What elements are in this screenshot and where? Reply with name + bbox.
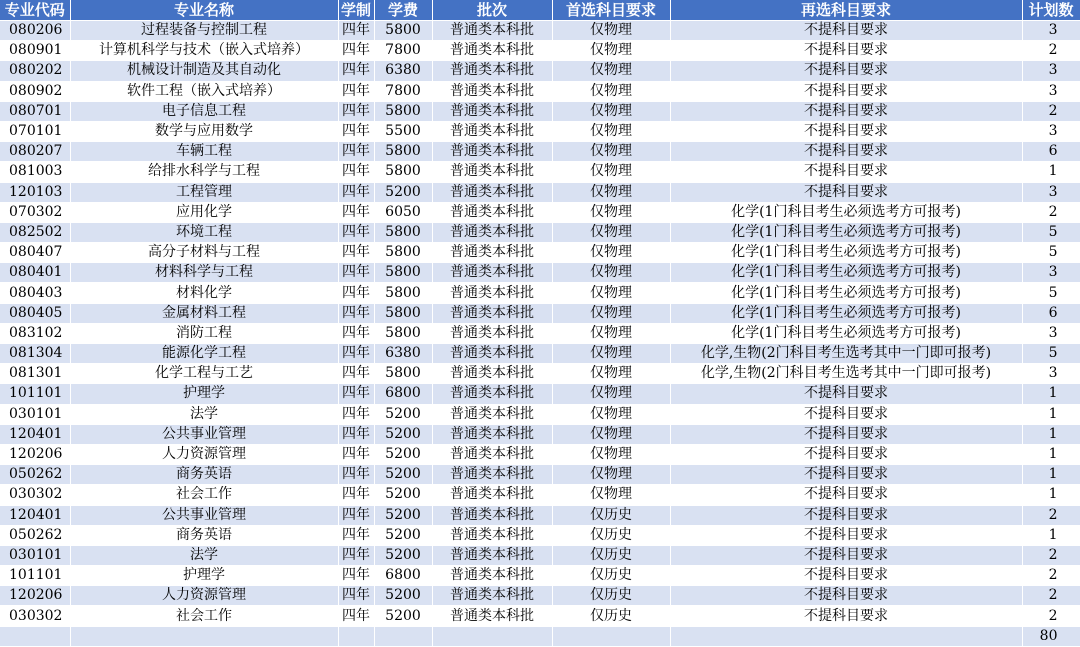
major-name-cell[interactable]: 化学工程与工艺 xyxy=(70,364,338,384)
table-row xyxy=(0,41,1080,61)
major-name-cell[interactable]: 消防工程 xyxy=(70,323,338,343)
first-subject-cell[interactable]: 仅物理 xyxy=(552,202,670,222)
tuition-cell[interactable]: 5500 xyxy=(374,121,432,141)
batch-cell[interactable]: 普通类本科批 xyxy=(432,81,552,101)
batch-cell[interactable]: 普通类本科批 xyxy=(432,263,552,283)
second-subject-cell[interactable]: 不提科目要求 xyxy=(670,81,1022,101)
table-row xyxy=(0,505,1080,525)
duration-cell[interactable]: 四年 xyxy=(338,525,374,545)
tuition-cell[interactable]: 5200 xyxy=(374,586,432,606)
duration-cell[interactable]: 四年 xyxy=(338,364,374,384)
duration-cell[interactable]: 四年 xyxy=(338,182,374,202)
second-subject-cell[interactable]: 不提科目要求 xyxy=(670,61,1022,81)
major-name-cell[interactable]: 高分子材料与工程 xyxy=(70,243,338,263)
first-subject-cell[interactable]: 仅物理 xyxy=(552,182,670,202)
second-subject-cell[interactable]: 不提科目要求 xyxy=(670,586,1022,606)
duration-cell[interactable]: 四年 xyxy=(338,323,374,343)
batch-cell[interactable]: 普通类本科批 xyxy=(432,404,552,424)
major-name-cell[interactable]: 商务英语 xyxy=(70,525,338,545)
second-subject-cell[interactable]: 化学(1门科目考生必须选考方可报考) xyxy=(670,243,1022,263)
header-batch[interactable]: 批次 xyxy=(432,0,552,21)
table-row xyxy=(0,142,1080,162)
major-name-cell[interactable]: 电子信息工程 xyxy=(70,101,338,121)
table-row xyxy=(0,202,1080,222)
batch-cell[interactable]: 普通类本科批 xyxy=(432,323,552,343)
tuition-cell[interactable]: 5800 xyxy=(374,323,432,343)
batch-cell[interactable]: 普通类本科批 xyxy=(432,545,552,565)
table-row xyxy=(0,243,1080,263)
code-cell[interactable]: 120401 xyxy=(0,505,70,525)
code-cell[interactable]: 120206 xyxy=(0,444,70,464)
code-cell[interactable]: 120401 xyxy=(0,424,70,444)
batch-cell[interactable]: 普通类本科批 xyxy=(432,364,552,384)
batch-cell[interactable]: 普通类本科批 xyxy=(432,61,552,81)
major-name-cell[interactable]: 环境工程 xyxy=(70,222,338,242)
table-row xyxy=(0,222,1080,242)
major-name-cell[interactable]: 商务英语 xyxy=(70,465,338,485)
plan-count-cell[interactable]: 1 xyxy=(1022,424,1080,444)
plan-count-cell[interactable]: 1 xyxy=(1022,162,1080,182)
tuition-cell[interactable]: 5200 xyxy=(374,444,432,464)
first-subject-cell[interactable]: 仅物理 xyxy=(552,364,670,384)
code-cell[interactable]: 080405 xyxy=(0,303,70,323)
batch-cell[interactable]: 普通类本科批 xyxy=(432,505,552,525)
first-subject-cell[interactable]: 仅历史 xyxy=(552,505,670,525)
empty-cell[interactable] xyxy=(374,626,432,646)
table-row xyxy=(0,364,1080,384)
batch-cell[interactable]: 普通类本科批 xyxy=(432,586,552,606)
batch-cell[interactable]: 普通类本科批 xyxy=(432,344,552,364)
first-subject-cell[interactable]: 仅物理 xyxy=(552,142,670,162)
second-subject-cell[interactable]: 不提科目要求 xyxy=(670,404,1022,424)
tuition-cell[interactable]: 7800 xyxy=(374,41,432,61)
second-subject-cell[interactable]: 不提科目要求 xyxy=(670,566,1022,586)
tuition-cell[interactable]: 5200 xyxy=(374,525,432,545)
plan-count-cell[interactable]: 3 xyxy=(1022,364,1080,384)
table-row xyxy=(0,303,1080,323)
second-subject-cell[interactable]: 不提科目要求 xyxy=(670,21,1022,41)
duration-cell[interactable]: 四年 xyxy=(338,444,374,464)
tuition-cell[interactable]: 5200 xyxy=(374,424,432,444)
duration-cell[interactable]: 四年 xyxy=(338,162,374,182)
first-subject-cell[interactable]: 仅物理 xyxy=(552,61,670,81)
code-cell[interactable]: 081003 xyxy=(0,162,70,182)
table-row xyxy=(0,444,1080,464)
first-subject-cell[interactable]: 仅物理 xyxy=(552,21,670,41)
second-subject-cell[interactable]: 不提科目要求 xyxy=(670,465,1022,485)
header-duration[interactable]: 学制 xyxy=(338,0,374,21)
first-subject-cell[interactable]: 仅物理 xyxy=(552,465,670,485)
second-subject-cell[interactable]: 化学(1门科目考生必须选考方可报考) xyxy=(670,222,1022,242)
code-cell[interactable]: 080207 xyxy=(0,142,70,162)
tuition-cell[interactable]: 5800 xyxy=(374,222,432,242)
header-second-subject[interactable]: 再选科目要求 xyxy=(670,0,1022,21)
duration-cell[interactable]: 四年 xyxy=(338,81,374,101)
major-name-cell[interactable]: 给排水科学与工程 xyxy=(70,162,338,182)
code-cell[interactable]: 050262 xyxy=(0,465,70,485)
batch-cell[interactable]: 普通类本科批 xyxy=(432,202,552,222)
second-subject-cell[interactable]: 不提科目要求 xyxy=(670,606,1022,626)
first-subject-cell[interactable]: 仅历史 xyxy=(552,545,670,565)
batch-cell[interactable]: 普通类本科批 xyxy=(432,606,552,626)
second-subject-cell[interactable]: 不提科目要求 xyxy=(670,182,1022,202)
tuition-cell[interactable]: 5200 xyxy=(374,606,432,626)
second-subject-cell[interactable]: 化学,生物(2门科目考生选考其中一门即可报考) xyxy=(670,344,1022,364)
batch-cell[interactable]: 普通类本科批 xyxy=(432,101,552,121)
code-cell[interactable]: 101101 xyxy=(0,384,70,404)
major-name-cell[interactable]: 材料化学 xyxy=(70,283,338,303)
code-cell[interactable]: 080206 xyxy=(0,21,70,41)
major-name-cell[interactable]: 过程装备与控制工程 xyxy=(70,21,338,41)
total-row xyxy=(0,626,1080,646)
header-first-subject[interactable]: 首选科目要求 xyxy=(552,0,670,21)
batch-cell[interactable]: 普通类本科批 xyxy=(432,424,552,444)
major-name-cell[interactable]: 公共事业管理 xyxy=(70,505,338,525)
second-subject-cell[interactable]: 不提科目要求 xyxy=(670,505,1022,525)
table-row xyxy=(0,566,1080,586)
plan-count-cell[interactable]: 3 xyxy=(1022,121,1080,141)
plan-count-cell[interactable]: 1 xyxy=(1022,485,1080,505)
batch-cell[interactable]: 普通类本科批 xyxy=(432,182,552,202)
tuition-cell[interactable]: 5800 xyxy=(374,162,432,182)
plan-count-cell[interactable]: 2 xyxy=(1022,41,1080,61)
first-subject-cell[interactable]: 仅历史 xyxy=(552,566,670,586)
plan-count-cell[interactable]: 2 xyxy=(1022,545,1080,565)
table-row xyxy=(0,545,1080,565)
first-subject-cell[interactable]: 仅物理 xyxy=(552,384,670,404)
code-cell[interactable]: 080407 xyxy=(0,243,70,263)
first-subject-cell[interactable]: 仅物理 xyxy=(552,404,670,424)
table-row xyxy=(0,384,1080,404)
first-subject-cell[interactable]: 仅物理 xyxy=(552,444,670,464)
major-name-cell[interactable]: 护理学 xyxy=(70,566,338,586)
duration-cell[interactable]: 四年 xyxy=(338,485,374,505)
tuition-cell[interactable]: 6380 xyxy=(374,61,432,81)
code-cell[interactable]: 070101 xyxy=(0,121,70,141)
table-row xyxy=(0,21,1080,41)
plan-count-cell[interactable]: 6 xyxy=(1022,303,1080,323)
batch-cell[interactable]: 普通类本科批 xyxy=(432,485,552,505)
duration-cell[interactable]: 四年 xyxy=(338,101,374,121)
plan-count-cell[interactable]: 2 xyxy=(1022,586,1080,606)
table-row xyxy=(0,344,1080,364)
first-subject-cell[interactable]: 仅物理 xyxy=(552,424,670,444)
first-subject-cell[interactable]: 仅物理 xyxy=(552,222,670,242)
code-cell[interactable]: 030302 xyxy=(0,485,70,505)
plan-count-cell[interactable]: 1 xyxy=(1022,404,1080,424)
duration-cell[interactable]: 四年 xyxy=(338,384,374,404)
first-subject-cell[interactable]: 仅物理 xyxy=(552,485,670,505)
second-subject-cell[interactable]: 不提科目要求 xyxy=(670,101,1022,121)
duration-cell[interactable]: 四年 xyxy=(338,41,374,61)
tuition-cell[interactable]: 6800 xyxy=(374,384,432,404)
plan-count-cell[interactable]: 2 xyxy=(1022,505,1080,525)
major-name-cell[interactable]: 计算机科学与技术（嵌入式培养） xyxy=(70,41,338,61)
plan-count-cell[interactable]: 5 xyxy=(1022,222,1080,242)
batch-cell[interactable]: 普通类本科批 xyxy=(432,283,552,303)
plan-count-cell[interactable]: 3 xyxy=(1022,323,1080,343)
major-name-cell[interactable]: 应用化学 xyxy=(70,202,338,222)
first-subject-cell[interactable]: 仅物理 xyxy=(552,41,670,61)
first-subject-cell[interactable]: 仅历史 xyxy=(552,525,670,545)
tuition-cell[interactable]: 7800 xyxy=(374,81,432,101)
first-subject-cell[interactable]: 仅物理 xyxy=(552,162,670,182)
plan-count-cell[interactable]: 3 xyxy=(1022,21,1080,41)
batch-cell[interactable]: 普通类本科批 xyxy=(432,303,552,323)
header-tuition[interactable]: 学费 xyxy=(374,0,432,21)
tuition-cell[interactable]: 6380 xyxy=(374,344,432,364)
major-name-cell[interactable]: 人力资源管理 xyxy=(70,586,338,606)
code-cell[interactable]: 030101 xyxy=(0,404,70,424)
batch-cell[interactable]: 普通类本科批 xyxy=(432,465,552,485)
duration-cell[interactable]: 四年 xyxy=(338,303,374,323)
duration-cell[interactable]: 四年 xyxy=(338,121,374,141)
plan-count-cell[interactable]: 2 xyxy=(1022,202,1080,222)
major-name-cell[interactable]: 车辆工程 xyxy=(70,142,338,162)
tuition-cell[interactable]: 5200 xyxy=(374,465,432,485)
duration-cell[interactable]: 四年 xyxy=(338,21,374,41)
code-cell[interactable]: 120206 xyxy=(0,586,70,606)
plan-count-cell[interactable]: 3 xyxy=(1022,182,1080,202)
empty-cell[interactable] xyxy=(552,626,670,646)
first-subject-cell[interactable]: 仅物理 xyxy=(552,81,670,101)
major-name-cell[interactable]: 机械设计制造及其自动化 xyxy=(70,61,338,81)
first-subject-cell[interactable]: 仅物理 xyxy=(552,263,670,283)
code-cell[interactable]: 080901 xyxy=(0,41,70,61)
code-cell[interactable]: 081304 xyxy=(0,344,70,364)
duration-cell[interactable]: 四年 xyxy=(338,263,374,283)
tuition-cell[interactable]: 6800 xyxy=(374,566,432,586)
first-subject-cell[interactable]: 仅历史 xyxy=(552,606,670,626)
table-row xyxy=(0,606,1080,626)
batch-cell[interactable]: 普通类本科批 xyxy=(432,525,552,545)
tuition-cell[interactable]: 6050 xyxy=(374,202,432,222)
table-row xyxy=(0,121,1080,141)
duration-cell[interactable]: 四年 xyxy=(338,545,374,565)
duration-cell[interactable]: 四年 xyxy=(338,424,374,444)
first-subject-cell[interactable]: 仅物理 xyxy=(552,303,670,323)
second-subject-cell[interactable]: 化学(1门科目考生必须选考方可报考) xyxy=(670,303,1022,323)
second-subject-cell[interactable]: 化学(1门科目考生必须选考方可报考) xyxy=(670,263,1022,283)
code-cell[interactable]: 050262 xyxy=(0,525,70,545)
table-row xyxy=(0,586,1080,606)
second-subject-cell[interactable]: 不提科目要求 xyxy=(670,545,1022,565)
code-cell[interactable]: 101101 xyxy=(0,566,70,586)
first-subject-cell[interactable]: 仅物理 xyxy=(552,323,670,343)
code-cell[interactable]: 080401 xyxy=(0,263,70,283)
table-row xyxy=(0,263,1080,283)
plan-count-cell[interactable]: 6 xyxy=(1022,142,1080,162)
tuition-cell[interactable]: 5200 xyxy=(374,182,432,202)
second-subject-cell[interactable]: 不提科目要求 xyxy=(670,121,1022,141)
major-name-cell[interactable]: 能源化学工程 xyxy=(70,344,338,364)
duration-cell[interactable]: 四年 xyxy=(338,606,374,626)
plan-count-cell[interactable]: 5 xyxy=(1022,283,1080,303)
plan-count-cell[interactable]: 1 xyxy=(1022,444,1080,464)
tuition-cell[interactable]: 5800 xyxy=(374,364,432,384)
code-cell[interactable]: 081301 xyxy=(0,364,70,384)
tuition-cell[interactable]: 5800 xyxy=(374,21,432,41)
duration-cell[interactable]: 四年 xyxy=(338,505,374,525)
empty-cell[interactable] xyxy=(0,626,70,646)
duration-cell[interactable]: 四年 xyxy=(338,243,374,263)
first-subject-cell[interactable]: 仅物理 xyxy=(552,121,670,141)
major-name-cell[interactable]: 金属材料工程 xyxy=(70,303,338,323)
batch-cell[interactable]: 普通类本科批 xyxy=(432,41,552,61)
table-row xyxy=(0,283,1080,303)
table-row xyxy=(0,404,1080,424)
first-subject-cell[interactable]: 仅历史 xyxy=(552,586,670,606)
empty-cell[interactable] xyxy=(70,626,338,646)
tuition-cell[interactable]: 5800 xyxy=(374,303,432,323)
duration-cell[interactable]: 四年 xyxy=(338,404,374,424)
first-subject-cell[interactable]: 仅物理 xyxy=(552,344,670,364)
second-subject-cell[interactable]: 不提科目要求 xyxy=(670,424,1022,444)
table-row xyxy=(0,465,1080,485)
header-major-name[interactable]: 专业名称 xyxy=(70,0,338,21)
duration-cell[interactable]: 四年 xyxy=(338,344,374,364)
major-name-cell[interactable]: 人力资源管理 xyxy=(70,444,338,464)
code-cell[interactable]: 082502 xyxy=(0,222,70,242)
major-name-cell[interactable]: 法学 xyxy=(70,545,338,565)
total-plan-count[interactable]: 80 xyxy=(1022,626,1080,646)
plan-count-cell[interactable]: 5 xyxy=(1022,243,1080,263)
batch-cell[interactable]: 普通类本科批 xyxy=(432,566,552,586)
major-name-cell[interactable]: 社会工作 xyxy=(70,485,338,505)
table-row xyxy=(0,81,1080,101)
code-cell[interactable]: 030302 xyxy=(0,606,70,626)
tuition-cell[interactable]: 5800 xyxy=(374,101,432,121)
major-name-cell[interactable]: 数学与应用数学 xyxy=(70,121,338,141)
code-cell[interactable]: 083102 xyxy=(0,323,70,343)
duration-cell[interactable]: 四年 xyxy=(338,222,374,242)
first-subject-cell[interactable]: 仅物理 xyxy=(552,243,670,263)
table-row xyxy=(0,525,1080,545)
duration-cell[interactable]: 四年 xyxy=(338,586,374,606)
major-name-cell[interactable]: 法学 xyxy=(70,404,338,424)
header-row xyxy=(0,0,1080,21)
second-subject-cell[interactable]: 不提科目要求 xyxy=(670,485,1022,505)
batch-cell[interactable]: 普通类本科批 xyxy=(432,21,552,41)
batch-cell[interactable]: 普通类本科批 xyxy=(432,243,552,263)
major-name-cell[interactable]: 护理学 xyxy=(70,384,338,404)
code-cell[interactable]: 080202 xyxy=(0,61,70,81)
duration-cell[interactable]: 四年 xyxy=(338,566,374,586)
code-cell[interactable]: 030101 xyxy=(0,545,70,565)
tuition-cell[interactable]: 5800 xyxy=(374,263,432,283)
major-name-cell[interactable]: 软件工程（嵌入式培养） xyxy=(70,81,338,101)
code-cell[interactable]: 080701 xyxy=(0,101,70,121)
plan-count-cell[interactable]: 1 xyxy=(1022,465,1080,485)
table-row xyxy=(0,162,1080,182)
plan-count-cell[interactable]: 2 xyxy=(1022,566,1080,586)
second-subject-cell[interactable]: 不提科目要求 xyxy=(670,142,1022,162)
header-plan-count[interactable]: 计划数 xyxy=(1022,0,1080,21)
second-subject-cell[interactable]: 化学(1门科目考生必须选考方可报考) xyxy=(670,202,1022,222)
tuition-cell[interactable]: 5800 xyxy=(374,243,432,263)
empty-cell[interactable] xyxy=(338,626,374,646)
plan-count-cell[interactable]: 2 xyxy=(1022,101,1080,121)
batch-cell[interactable]: 普通类本科批 xyxy=(432,384,552,404)
second-subject-cell[interactable]: 不提科目要求 xyxy=(670,162,1022,182)
tuition-cell[interactable]: 5800 xyxy=(374,283,432,303)
table-row xyxy=(0,424,1080,444)
second-subject-cell[interactable]: 不提科目要求 xyxy=(670,444,1022,464)
batch-cell[interactable]: 普通类本科批 xyxy=(432,222,552,242)
plan-count-cell[interactable]: 5 xyxy=(1022,344,1080,364)
empty-cell[interactable] xyxy=(670,626,1022,646)
table-body xyxy=(0,21,1080,647)
code-cell[interactable]: 120103 xyxy=(0,182,70,202)
major-name-cell[interactable]: 社会工作 xyxy=(70,606,338,626)
code-cell[interactable]: 080902 xyxy=(0,81,70,101)
second-subject-cell[interactable]: 不提科目要求 xyxy=(670,525,1022,545)
second-subject-cell[interactable]: 化学(1门科目考生必须选考方可报考) xyxy=(670,323,1022,343)
batch-cell[interactable]: 普通类本科批 xyxy=(432,444,552,464)
duration-cell[interactable]: 四年 xyxy=(338,283,374,303)
table-row xyxy=(0,323,1080,343)
duration-cell[interactable]: 四年 xyxy=(338,142,374,162)
plan-count-cell[interactable]: 3 xyxy=(1022,263,1080,283)
header-code[interactable]: 专业代码 xyxy=(0,0,70,21)
duration-cell[interactable]: 四年 xyxy=(338,202,374,222)
tuition-cell[interactable]: 5200 xyxy=(374,545,432,565)
table-row xyxy=(0,61,1080,81)
batch-cell[interactable]: 普通类本科批 xyxy=(432,142,552,162)
major-name-cell[interactable]: 材料科学与工程 xyxy=(70,263,338,283)
plan-count-cell[interactable]: 2 xyxy=(1022,606,1080,626)
tuition-cell[interactable]: 5800 xyxy=(374,142,432,162)
tuition-cell[interactable]: 5200 xyxy=(374,505,432,525)
duration-cell[interactable]: 四年 xyxy=(338,465,374,485)
empty-cell[interactable] xyxy=(432,626,552,646)
first-subject-cell[interactable]: 仅物理 xyxy=(552,101,670,121)
tuition-cell[interactable]: 5200 xyxy=(374,404,432,424)
duration-cell[interactable]: 四年 xyxy=(338,61,374,81)
plan-count-cell[interactable]: 3 xyxy=(1022,81,1080,101)
table-row xyxy=(0,182,1080,202)
major-name-cell[interactable]: 工程管理 xyxy=(70,182,338,202)
code-cell[interactable]: 070302 xyxy=(0,202,70,222)
table-row xyxy=(0,101,1080,121)
table-row xyxy=(0,485,1080,505)
code-cell[interactable]: 080403 xyxy=(0,283,70,303)
second-subject-cell[interactable]: 化学(1门科目考生必须选考方可报考) xyxy=(670,283,1022,303)
plan-count-cell[interactable]: 1 xyxy=(1022,384,1080,404)
plan-count-cell[interactable]: 1 xyxy=(1022,525,1080,545)
second-subject-cell[interactable]: 不提科目要求 xyxy=(670,384,1022,404)
tuition-cell[interactable]: 5200 xyxy=(374,485,432,505)
second-subject-cell[interactable]: 化学,生物(2门科目考生选考其中一门即可报考) xyxy=(670,364,1022,384)
first-subject-cell[interactable]: 仅物理 xyxy=(552,283,670,303)
plan-count-cell[interactable]: 3 xyxy=(1022,61,1080,81)
batch-cell[interactable]: 普通类本科批 xyxy=(432,121,552,141)
second-subject-cell[interactable]: 不提科目要求 xyxy=(670,41,1022,61)
major-name-cell[interactable]: 公共事业管理 xyxy=(70,424,338,444)
batch-cell[interactable]: 普通类本科批 xyxy=(432,162,552,182)
